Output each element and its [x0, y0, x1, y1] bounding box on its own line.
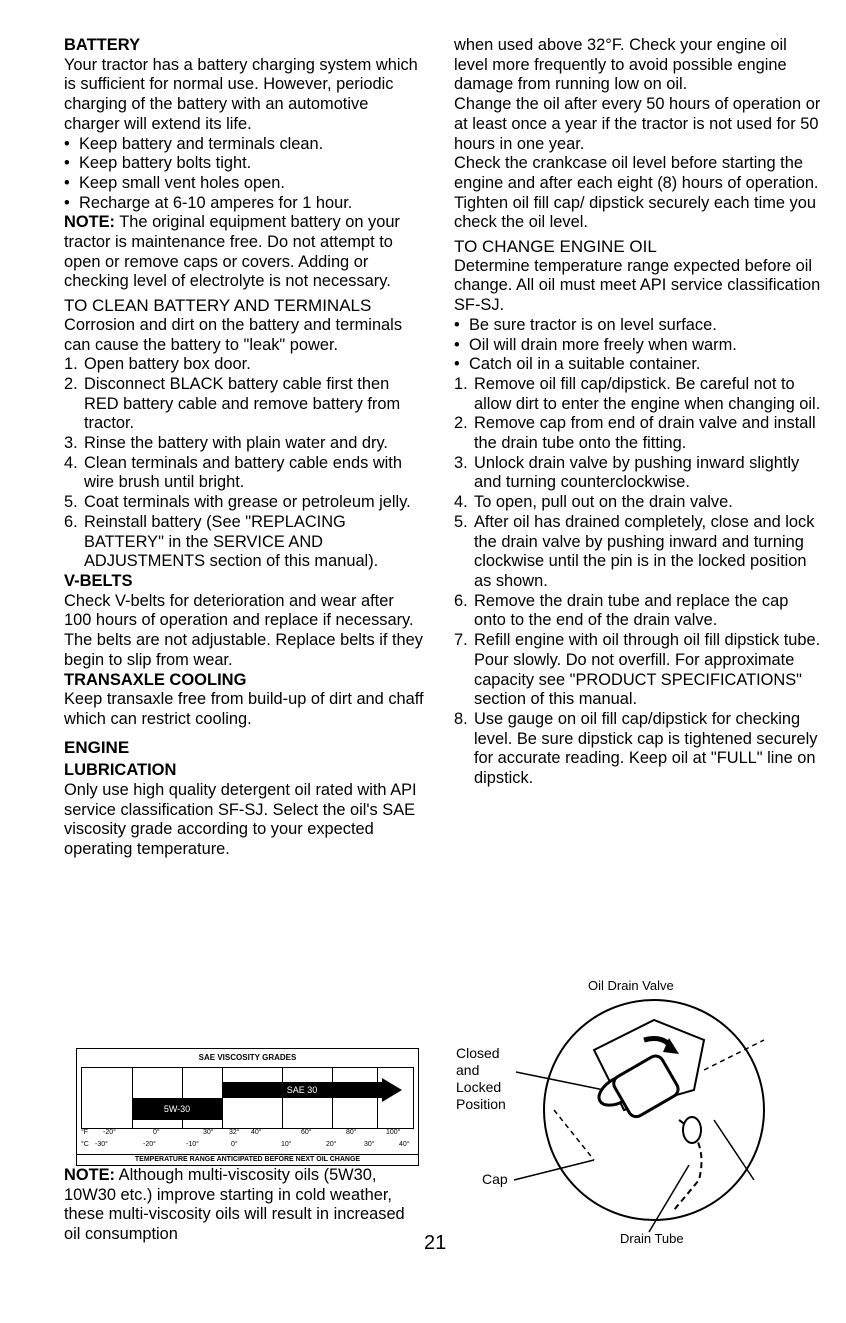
battery-note: NOTE: The original equipment battery on your tractor is maintenance free. Do not attempt to open or remove caps or covers. Adding or checking level of electrolyte is not necessary. — [64, 213, 400, 291]
figure-title: Oil Drain Valve — [588, 980, 674, 993]
list-item: 6. Remove the drain tube and replace the cap onto to the end of the drain valve. — [454, 591, 789, 630]
battery-bullet: • Keep battery bolts tight. — [64, 154, 252, 173]
clean-steps — [64, 355, 424, 572]
battery-intro: Your tractor has a battery charging system which is sufficient for normal use. However, periodic charging of the battery with an automotive charger will extend its life. — [64, 55, 418, 133]
change-steps — [454, 375, 824, 789]
vbelts-heading: V-BELTS — [64, 571, 133, 590]
battery-bullet: • Keep small vent holes open. — [64, 173, 285, 192]
change-bullet: • Catch oil in a suitable container. — [454, 355, 701, 374]
chart-footer: TEMPERATURE RANGE ANTICIPATED BEFORE NEXT OIL CHANGE — [77, 1154, 418, 1163]
list-item: 5. After oil has drained completely, close and lock the drain valve by pushing inward and turning clockwise until the pin is in the locked position as shown. — [454, 512, 815, 590]
list-item: 4. Clean terminals and battery cable ends with wire brush until bright. — [64, 453, 402, 492]
change-oil-heading: TO CHANGE ENGINE OIL — [454, 237, 657, 257]
label-position: Position — [456, 1096, 506, 1112]
oil-drain-valve-figure — [454, 980, 834, 1250]
change-oil-intro: Determine temperature range expected before oil change. All oil must meet API service classification SF-SJ. — [454, 256, 821, 315]
viscosity-chart: SAE VISCOSITY GRADES 5W-30 SAE 30 °F -20° 0° 30° 32° 40° 60° 80° 100° °C -30° -20° -10° 0° 10° 20° 30° 40° TEMPERATURE RANGE ANTICIPATED BEFORE NEXT OIL CHANGE — [76, 1048, 419, 1166]
list-item: 2. Remove cap from end of drain valve and install the drain tube onto the fitting. — [454, 414, 816, 453]
note-block — [64, 1166, 424, 1245]
viscosity-note: NOTE: Although multi-viscosity oils (5W30, 10W30 etc.) improve starting in cold weather, these multi-viscosity oils will result in increased oil consumption — [64, 1166, 405, 1244]
label-cap: Cap — [482, 1171, 508, 1187]
drain-valve-illustration — [454, 980, 834, 1250]
bar-5w30: 5W-30 — [132, 1098, 222, 1120]
arrow-icon — [382, 1078, 402, 1102]
label-locked: Locked — [456, 1079, 502, 1095]
clean-heading: TO CLEAN BATTERY AND TERMINALS — [64, 296, 372, 316]
label-drain-tube: Drain Tube — [620, 1231, 684, 1246]
battery-heading: BATTERY — [64, 36, 141, 54]
change-interval: Change the oil after every 50 hours of operation or at least once a year if the tractor is not used for 50 hours in one year. — [454, 95, 821, 153]
change-bullet: • Oil will drain more freely when warm. — [454, 335, 737, 354]
list-item: 1. Remove oil fill cap/dipstick. Be careful not to allow dirt to enter the engine when changing oil. — [454, 374, 821, 413]
chart-title: SAE VISCOSITY GRADES — [198, 1053, 297, 1062]
label-closed: Closed — [456, 1045, 500, 1061]
engine-heading: ENGINE — [64, 737, 130, 757]
list-item: 2. Disconnect BLACK battery cable first then RED battery cable and remove battery from tractor. — [64, 374, 401, 433]
change-bullet: • Be sure tractor is on level surface. — [454, 315, 717, 334]
right-column — [454, 36, 824, 789]
list-item: 4. To open, pull out on the drain valve. — [454, 493, 733, 512]
transaxle-text: Keep transaxle free from build-up of dirt and chaff which can restrict cooling. — [64, 690, 424, 728]
battery-bullet: • Recharge at 6-10 amperes for 1 hour. — [64, 193, 353, 212]
list-item: 3. Rinse the battery with plain water and dry. — [64, 434, 388, 453]
transaxle-heading: TRANSAXLE COOLING — [64, 670, 247, 689]
lubrication-text: Only use high quality detergent oil rated with API service classification SF-SJ. Select the oil's SAE viscosity grade according to your expected operating temperature. — [64, 781, 417, 859]
continued-text: when used above 32°F. Check your engine oil level more frequently to avoid possible engine damage from running low on oil. — [454, 36, 787, 94]
check-text: Check the crankcase oil level before starting the engine and after each eight (8) hours of operation. Tighten oil fill cap/ dipstick securely each time you check the oil level. — [454, 154, 819, 232]
chart-grid — [81, 1067, 414, 1129]
lubrication-heading: LUBRICATION — [64, 761, 177, 780]
list-item: 7. Refill engine with oil through oil fill dipstick tube. Pour slowly. Do not overfill. For approximate capacity see "PRODUCT SPECIFICATIONS" section of this manual. — [454, 631, 821, 709]
list-item: 1. Open battery box door. — [64, 355, 251, 374]
clean-intro: Corrosion and dirt on the battery and terminals can cause the battery to "leak" power. — [64, 315, 403, 354]
left-column — [64, 36, 424, 860]
battery-bullet: • Keep battery and terminals clean. — [64, 134, 324, 153]
label-and: and — [456, 1062, 480, 1078]
bar-sae30: SAE 30 — [222, 1082, 382, 1098]
vbelts-text: Check V-belts for deterioration and wear after 100 hours of operation and replace if necessary. The belts are not adjustable. Replace belts if they begin to slip from wear. — [64, 591, 423, 669]
list-item: 3. Unlock drain valve by pushing inward slightly and turning counterclockwise. — [454, 453, 800, 492]
list-item: 5. Coat terminals with grease or petroleum jelly. — [64, 493, 411, 512]
list-item: 8. Use gauge on oil fill cap/dipstick for checking level. Be sure dipstick cap is tightened securely for accurate reading. Keep oil at "FULL" line on dipstick. — [454, 709, 818, 788]
list-item: 6. Reinstall battery (See "REPLACING BATTERY" in the SERVICE AND ADJUSTMENTS section of this manual). — [64, 512, 379, 571]
page-number: 21 — [424, 1232, 447, 1254]
